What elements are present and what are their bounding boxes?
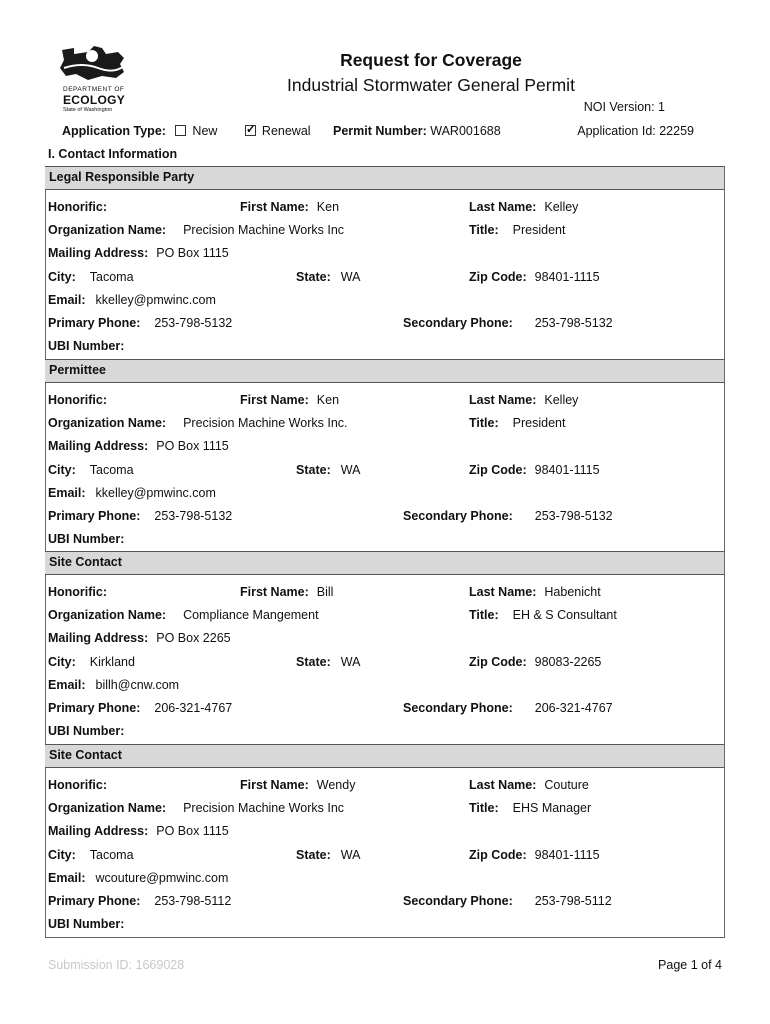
secondary-phone-field	[403, 894, 612, 908]
last-name-field	[469, 393, 578, 407]
first-name-field-value: Ken	[316, 393, 340, 407]
mailing-address-field-label: Mailing Address:	[48, 824, 149, 838]
secondary-phone-field	[403, 701, 613, 715]
logo-line3: State of Washington	[63, 107, 113, 113]
secondary-phone-field-value: 206-321-4767	[534, 701, 613, 715]
zip-code-field-value: 98401-1115	[534, 463, 600, 477]
zip-code-field-label: Zip Code:	[469, 463, 527, 477]
city-field-value: Tacoma	[89, 270, 134, 284]
zip-code-field-label: Zip Code:	[469, 848, 527, 862]
ubi-number-field	[48, 724, 124, 738]
ubi-number-field-label: UBI Number:	[48, 339, 125, 353]
primary-phone-field-label: Primary Phone:	[48, 701, 141, 715]
secondary-phone-field-label: Secondary Phone:	[403, 701, 513, 715]
primary-phone-field-label: Primary Phone:	[48, 894, 141, 908]
city-field	[48, 463, 134, 477]
secondary-phone-field-label: Secondary Phone:	[403, 894, 513, 908]
first-name-field	[240, 393, 339, 407]
secondary-phone-field-value: 253-798-5112	[534, 894, 612, 908]
mailing-address-field	[48, 631, 231, 645]
last-name-field	[469, 778, 589, 792]
email-field-label: Email:	[48, 486, 86, 500]
ubi-number-field-label: UBI Number:	[48, 532, 125, 546]
last-name-field-label: Last Name:	[469, 778, 537, 792]
zip-code-field	[469, 655, 601, 669]
city-field	[48, 270, 134, 284]
title-field	[469, 608, 617, 622]
city-field-value: Tacoma	[89, 848, 134, 862]
email-field-value: wcouture@pmwinc.com	[95, 871, 229, 885]
state-field-value: WA	[340, 655, 361, 669]
primary-phone-field	[48, 894, 231, 908]
ubi-number-field-label: UBI Number:	[48, 724, 125, 738]
contact-section-header	[45, 744, 724, 768]
title-field-label: Title:	[469, 223, 499, 237]
title-field-value: President	[512, 223, 566, 237]
state-field	[296, 655, 360, 669]
city-field-value: Tacoma	[89, 463, 134, 477]
zip-code-field	[469, 463, 600, 477]
city-field-label: City:	[48, 270, 76, 284]
secondary-phone-field-label: Secondary Phone:	[403, 509, 513, 523]
ubi-number-field	[48, 917, 124, 931]
honorific-field-label: Honorific:	[48, 200, 108, 214]
state-field	[296, 848, 360, 862]
title-field	[469, 801, 591, 815]
organization-field-label: Organization Name:	[48, 416, 167, 430]
city-field	[48, 848, 134, 862]
new-checkbox[interactable]	[175, 125, 186, 136]
title-field-value: President	[512, 416, 566, 430]
secondary-phone-field-value: 253-798-5132	[534, 316, 613, 330]
email-field	[48, 871, 228, 885]
organization-field-label: Organization Name:	[48, 608, 167, 622]
mailing-address-field	[48, 824, 229, 838]
city-field-label: City:	[48, 848, 76, 862]
mailing-address-field-label: Mailing Address:	[48, 246, 149, 260]
zip-code-field-label: Zip Code:	[469, 270, 527, 284]
mailing-address-field	[48, 439, 229, 453]
title-field	[469, 223, 565, 237]
permit-number-value: WAR001688	[430, 124, 501, 138]
primary-phone-field-label: Primary Phone:	[48, 509, 141, 523]
mailing-address-field-value: PO Box 2265	[156, 631, 231, 645]
secondary-phone-field-value: 253-798-5132	[534, 509, 613, 523]
organization-field-value: Precision Machine Works Inc	[183, 801, 345, 815]
logo-line1: DEPARTMENT OF	[63, 86, 125, 93]
honorific-field-label: Honorific:	[48, 778, 108, 792]
city-field	[48, 655, 135, 669]
email-field-label: Email:	[48, 871, 86, 885]
last-name-field-value: Couture	[544, 778, 589, 792]
contact-section-header	[45, 551, 724, 575]
organization-field	[48, 416, 348, 430]
title-field-label: Title:	[469, 608, 499, 622]
state-field-label: State:	[296, 848, 331, 862]
email-field-value: kkelley@pmwinc.com	[95, 486, 216, 500]
ubi-number-field	[48, 532, 124, 546]
renewal-option-label: Renewal	[261, 124, 311, 138]
honorific-field	[48, 200, 107, 214]
mailing-address-field-value: PO Box 1115	[156, 439, 229, 453]
last-name-field	[469, 200, 578, 214]
city-field-label: City:	[48, 463, 76, 477]
first-name-field-label: First Name:	[240, 393, 309, 407]
state-field-label: State:	[296, 270, 331, 284]
contact-section-header	[45, 359, 724, 383]
primary-phone-field-value: 253-798-5132	[154, 509, 233, 523]
organization-field-value: Precision Machine Works Inc.	[183, 416, 348, 430]
first-name-field-value: Wendy	[316, 778, 356, 792]
primary-phone-field-value: 253-798-5112	[154, 894, 232, 908]
last-name-field-value: Kelley	[544, 200, 579, 214]
last-name-field-label: Last Name:	[469, 200, 537, 214]
first-name-field-label: First Name:	[240, 778, 309, 792]
organization-field-label: Organization Name:	[48, 801, 167, 815]
ubi-number-field-label: UBI Number:	[48, 917, 125, 931]
permit-number-label: Permit Number:	[333, 124, 427, 138]
secondary-phone-field	[403, 316, 613, 330]
primary-phone-field	[48, 316, 232, 330]
honorific-field-label: Honorific:	[48, 393, 108, 407]
document-subtitle: Industrial Stormwater General Permit	[287, 75, 575, 95]
title-field-label: Title:	[469, 801, 499, 815]
email-field	[48, 293, 216, 307]
permit-number	[333, 124, 501, 138]
mailing-address-field-label: Mailing Address:	[48, 631, 149, 645]
state-field-value: WA	[340, 270, 361, 284]
first-name-field-value: Ken	[316, 200, 340, 214]
last-name-field	[469, 585, 601, 599]
title-field-value: EHS Manager	[512, 801, 592, 815]
state-field-label: State:	[296, 655, 331, 669]
first-name-field	[240, 585, 333, 599]
zip-code-field	[469, 848, 600, 862]
zip-code-field-value: 98083-2265	[534, 655, 602, 669]
honorific-field	[48, 393, 107, 407]
contact-section-title: Permittee	[49, 363, 106, 377]
new-option-label: New	[192, 124, 218, 138]
state-field	[296, 463, 360, 477]
primary-phone-field-label: Primary Phone:	[48, 316, 141, 330]
honorific-field-label: Honorific:	[48, 585, 108, 599]
title-field	[469, 416, 565, 430]
last-name-field-value: Kelley	[544, 393, 579, 407]
contact-section-header	[45, 166, 724, 190]
first-name-field	[240, 200, 339, 214]
last-name-field-value: Habenicht	[544, 585, 601, 599]
email-field	[48, 486, 216, 500]
contact-section-title: Site Contact	[49, 555, 122, 569]
mailing-address-field-value: PO Box 1115	[156, 246, 229, 260]
secondary-phone-field	[403, 509, 613, 523]
primary-phone-field	[48, 509, 232, 523]
primary-phone-field-value: 206-321-4767	[154, 701, 233, 715]
organization-field	[48, 801, 344, 815]
noi-version: NOI Version: 1	[583, 100, 665, 114]
application-type-label: Application Type:	[62, 124, 166, 138]
primary-phone-field	[48, 701, 232, 715]
document-title: Request for Coverage	[340, 50, 522, 70]
application-type	[62, 124, 311, 138]
title-field-label: Title:	[469, 416, 499, 430]
zip-code-field	[469, 270, 600, 284]
zip-code-field-value: 98401-1115	[534, 848, 600, 862]
ubi-number-field	[48, 339, 124, 353]
organization-field-label: Organization Name:	[48, 223, 167, 237]
organization-field	[48, 223, 344, 237]
email-field	[48, 678, 179, 692]
mailing-address-field-value: PO Box 1115	[156, 824, 229, 838]
state-field-value: WA	[340, 463, 361, 477]
city-field-label: City:	[48, 655, 76, 669]
state-field-label: State:	[296, 463, 331, 477]
title-field-value: EH & S Consultant	[512, 608, 617, 622]
page-number: Page 1 of 4	[658, 958, 722, 972]
first-name-field-value: Bill	[316, 585, 334, 599]
secondary-phone-field-label: Secondary Phone:	[403, 316, 513, 330]
state-field-value: WA	[340, 848, 361, 862]
honorific-field	[48, 778, 107, 792]
mailing-address-field-label: Mailing Address:	[48, 439, 149, 453]
contact-section-title: Legal Responsible Party	[49, 170, 195, 184]
email-field-label: Email:	[48, 678, 86, 692]
application-id: Application Id: 22259	[577, 124, 694, 138]
mailing-address-field	[48, 246, 229, 260]
state-field	[296, 270, 360, 284]
logo-line2: ECOLOGY	[63, 93, 126, 107]
zip-code-field-value: 98401-1115	[534, 270, 600, 284]
contact-section-title: Site Contact	[49, 748, 122, 762]
zip-code-field-label: Zip Code:	[469, 655, 527, 669]
city-field-value: Kirkland	[89, 655, 135, 669]
first-name-field-label: First Name:	[240, 200, 309, 214]
email-field-label: Email:	[48, 293, 86, 307]
organization-field-value: Precision Machine Works Inc	[183, 223, 345, 237]
last-name-field-label: Last Name:	[469, 393, 537, 407]
submission-id: Submission ID: 1669028	[48, 958, 185, 972]
email-field-value: kkelley@pmwinc.com	[95, 293, 216, 307]
honorific-field	[48, 585, 107, 599]
primary-phone-field-value: 253-798-5132	[154, 316, 233, 330]
first-name-field-label: First Name:	[240, 585, 309, 599]
section-title: I. Contact Information	[48, 147, 178, 161]
organization-field-value: Compliance Mangement	[183, 608, 319, 622]
email-field-value: billh@cnw.com	[95, 678, 180, 692]
organization-field	[48, 608, 319, 622]
last-name-field-label: Last Name:	[469, 585, 537, 599]
renewal-checkbox[interactable]	[245, 125, 256, 136]
first-name-field	[240, 778, 355, 792]
